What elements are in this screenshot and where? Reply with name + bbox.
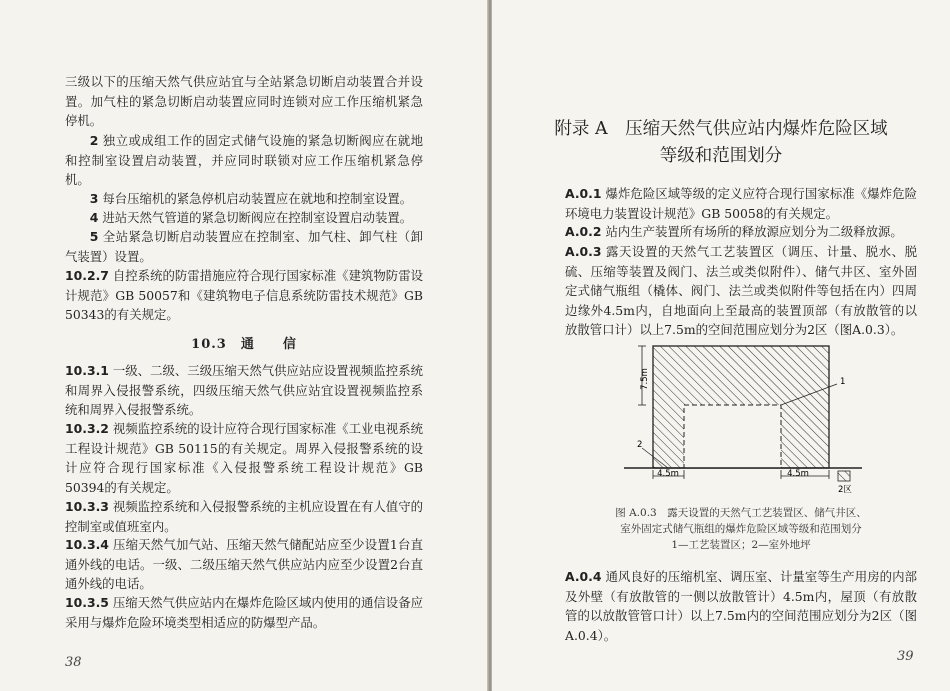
dim-vertical-label: 7.5m xyxy=(640,368,650,390)
callout-2-label: 2 xyxy=(637,440,643,450)
figure-caption-line3: 1—工艺装置区；2—室外地坪 xyxy=(671,539,811,551)
clause-number: A.0.2 xyxy=(565,224,602,239)
clause-number: 10.3.1 xyxy=(65,363,109,378)
section-title: 10.3 通 信 xyxy=(191,337,297,352)
dim-right-label: 4.5m xyxy=(787,469,809,479)
appendix-title-line2: 等级和范围划分 xyxy=(659,146,783,166)
clause-number: A.0.3 xyxy=(565,244,602,259)
clause-number: 10.3.2 xyxy=(65,421,109,436)
clause-text: 站内生产装置所有场所的释放源应划分为二级释放源。 xyxy=(605,224,903,239)
clause-10-3-2 xyxy=(65,419,423,497)
clause-10-3-5 xyxy=(65,593,423,632)
page-number: 39 xyxy=(897,649,914,664)
clause-number: 10.3.5 xyxy=(65,595,109,610)
right-page xyxy=(492,0,950,691)
item-number: 3 xyxy=(89,191,99,206)
figure-caption-line1: 图 A.0.3 露天设置的天然气工艺装置区、储气井区、 xyxy=(615,507,867,519)
clause-text: 露天设置的天然气工艺装置区（调压、计量、脱水、脱硫、压缩等装置及阀门、法兰或类似附件）、储气井区、室外固定式储气瓶组（橇体、阀门、法兰或类似附件等包括在内）四周边缘外4.5m内，自地面向上至最高的装置顶部（有放散管的以放散管口计）以上7.5m的空间范围应划分为2区（图A.0.3）。 xyxy=(565,244,917,337)
list-item-3 xyxy=(65,189,423,209)
clause-10-3-4 xyxy=(65,535,423,594)
dim-left-label: 4.5m xyxy=(657,469,679,479)
clause-number: 10.3.3 xyxy=(65,499,109,514)
clause-text: 自控系统的防雷措施应符合现行国家标准《建筑物防雷设计规范》GB 50057和《建筑物电子信息系统防雷技术规范》GB 50343的有关规定。 xyxy=(65,268,424,322)
clause-text: 一级、二级、三级压缩天然气供应站应设置视频监控系统和周界入侵报警系统，四级压缩天然气供应站宜设置视频监控系统和周界入侵报警系统。 xyxy=(65,363,424,417)
item-number: 4 xyxy=(89,210,99,225)
item-text: 全站紧急切断启动装置应在控制室、加气柱、卸气柱（卸气装置）设置。 xyxy=(65,229,423,264)
item-text: 每台压缩机的紧急停机启动装置应在就地和控制室设置。 xyxy=(102,191,413,206)
appendix-title-line1: 附录 A 压缩天然气供应站内爆炸危险区域 xyxy=(554,119,888,139)
clause-number: A.0.4 xyxy=(565,569,602,584)
paragraph-text: 三级以下的压缩天然气供应站宜与全站紧急切断启动装置合并设置。加气柱的紧急切断启动装置应同时连锁对应工作压缩机紧急停机。 xyxy=(65,74,423,128)
figure-caption-line2: 室外固定式储气瓶组的爆炸危险区域等级和范围划分 xyxy=(620,523,862,535)
clause-text: 通风良好的压缩机室、调压室、计量室等生产用房的内部及外壁（有放散管的一侧以放散管计）4.5m内，屋顶（有放散管的以放散管管口计）以上7.5m内的空间范围应划分为2区（图A.0.4）。 xyxy=(565,569,917,643)
item-number: 2 xyxy=(89,133,99,148)
clause-10-2-7 xyxy=(65,266,423,325)
list-item-5 xyxy=(65,227,423,266)
list-item-4 xyxy=(65,208,423,228)
page-number: 38 xyxy=(65,655,82,670)
clause-number: A.0.1 xyxy=(565,186,602,201)
clause-text: 视频监控系统和入侵报警系统的主机应设置在有人值守的控制室或值班室内。 xyxy=(65,499,424,534)
list-item-2 xyxy=(65,131,423,190)
paragraph-continued xyxy=(65,72,423,131)
clause-10-3-3 xyxy=(65,497,423,536)
legend-zone-label: 2区 xyxy=(838,485,852,495)
callout-1-label: 1 xyxy=(840,377,846,387)
item-number: 5 xyxy=(89,229,99,244)
clause-text: 压缩天然气加气站、压缩天然气储配站应至少设置1台直通外线的电话。一级、二级压缩天然气供应站内应至少设置2台直通外线的电话。 xyxy=(65,537,423,591)
clause-10-3-1 xyxy=(65,361,423,420)
clause-number: 10.3.4 xyxy=(65,537,109,552)
legend-hatch-swatch xyxy=(838,471,850,481)
clause-text: 爆炸危险区域等级的定义应符合现行国家标准《爆炸危险环境电力装置设计规范》GB 50058的有关规定。 xyxy=(565,186,917,221)
clause-number: 10.2.7 xyxy=(65,268,109,283)
clause-text: 压缩天然气供应站内在爆炸危险区域内使用的通信设备应采用与爆炸危险环境类型相适应的防爆型产品。 xyxy=(65,595,424,630)
item-text: 进站天然气管道的紧急切断阀应在控制室设置启动装置。 xyxy=(102,210,413,225)
item-text: 独立或成组工作的固定式储气设施的紧急切断阀应在就地和控制室设置启动装置，并应同时联锁对应工作压缩机紧急停机。 xyxy=(65,133,423,187)
process-area-outline xyxy=(684,405,781,468)
clause-a-0-4 xyxy=(565,567,917,645)
clause-text: 视频监控系统的设计应符合现行国家标准《工业电视系统工程设计规范》GB 50115的有关规定。周界入侵报警系统的设计应符合现行国家标准《入侵报警系统工程设计规范》GB 50394的有关规定。 xyxy=(65,421,424,495)
